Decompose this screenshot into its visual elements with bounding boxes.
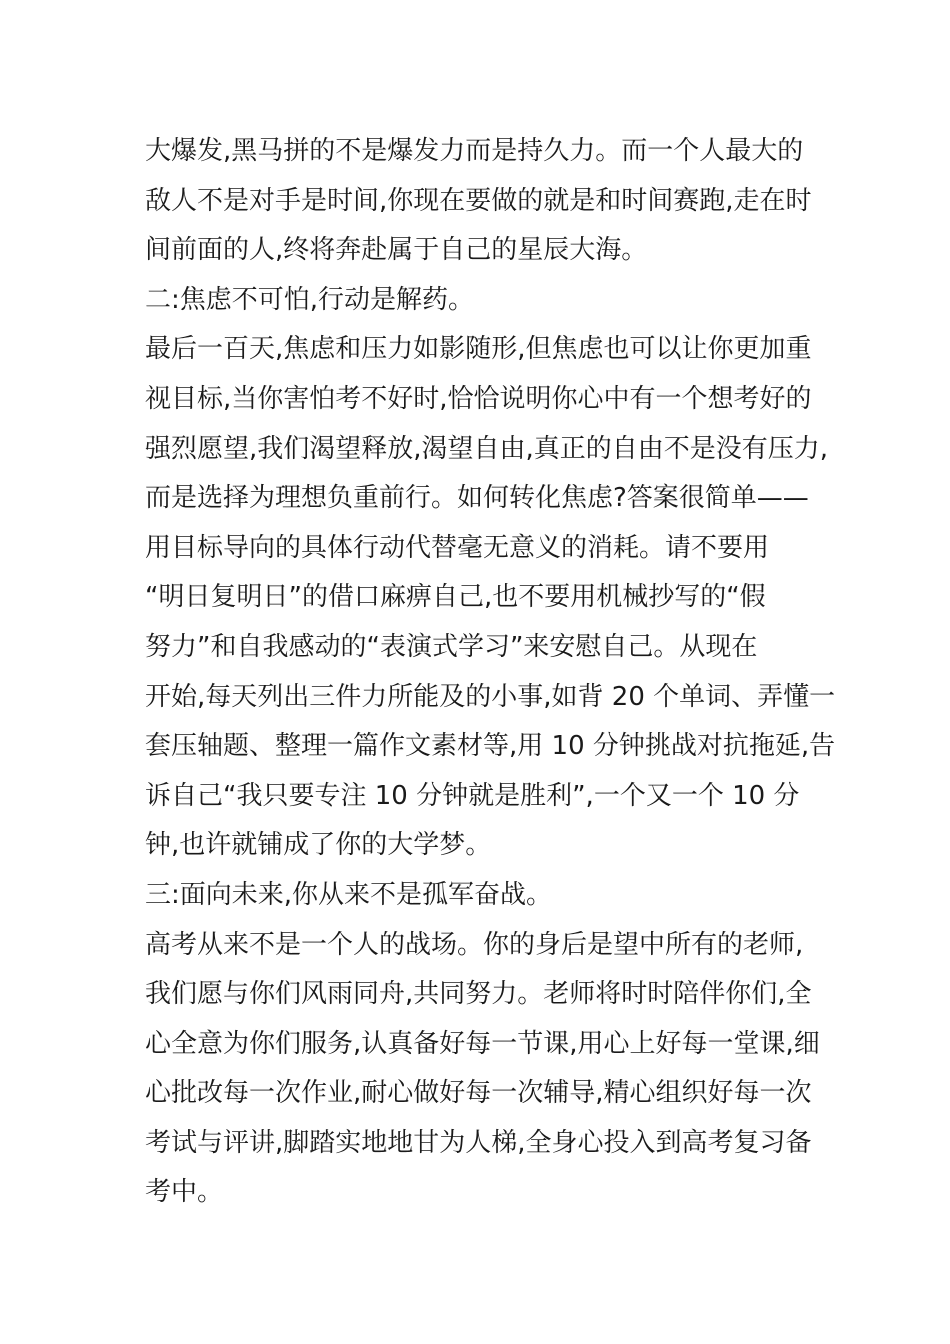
text-line: 大爆发,黑马拼的不是爆发力而是持久力。而一个人最大的 [145,136,804,166]
text-line: 诉自己“我只要专注 10 分钟就是胜利”,一个又一个 10 分 [145,780,800,811]
text-line: 高考从来不是一个人的战场。你的身后是望中所有的老师, [145,929,804,960]
text-line: 努力”和自我感动的“表演式学习”来安慰自己。从现在 [145,631,758,662]
text-line: 最后一百天,焦虑和压力如影随形,但焦虑也可以让你更加重 [145,334,812,365]
text-line: 考中。 [145,1177,224,1208]
text-line: 心批改每一次作业,耐心做好每一次辅导,精心组织好每一次 [145,1078,812,1109]
text-line: “明日复明日”的借口麻痹自己,也不要用机械抄写的“假 [145,582,766,613]
text-line: 套压轴题、整理一篇作文素材等,用 10 分钟挑战对抗拖延,告 [145,731,836,762]
text-line: 视目标,当你害怕考不好时,恰恰说明你心中有一个想考好的 [145,383,812,414]
text-line: 心全意为你们服务,认真备好每一节课,用心上好每一堂课,细 [145,1028,820,1059]
text-line: 开始,每天列出三件力所能及的小事,如背 20 个单词、弄懂一 [145,681,836,712]
text-line: 用目标导向的具体行动代替毫无意义的消耗。请不要用 [145,532,770,563]
text-line: 间前面的人,终将奔赴属于自己的星辰大海。 [145,235,648,266]
section-heading: 三:面向未来,你从来不是孤军奋战。 [145,879,553,910]
section-heading: 二:焦虑不可怕,行动是解药。 [145,284,475,315]
text-line: 强烈愿望,我们渴望释放,渴望自由,真正的自由不是没有压力, [145,433,829,464]
text-line: 钟,也许就铺成了你的大学梦。 [145,830,492,861]
text-line: 我们愿与你们风雨同舟,共同努力。老师将时时陪伴你们,全 [145,979,812,1010]
text-line: 考试与评讲,脚踏实地地甘为人梯,全身心投入到高考复习备 [145,1127,812,1158]
body-text [145,127,836,1218]
text-line: 敌人不是对手是时间,你现在要做的就是和时间赛跑,走在时 [145,185,812,216]
text-line: 而是选择为理想负重前行。如何转化焦虑?答案很简单—— [145,483,809,514]
